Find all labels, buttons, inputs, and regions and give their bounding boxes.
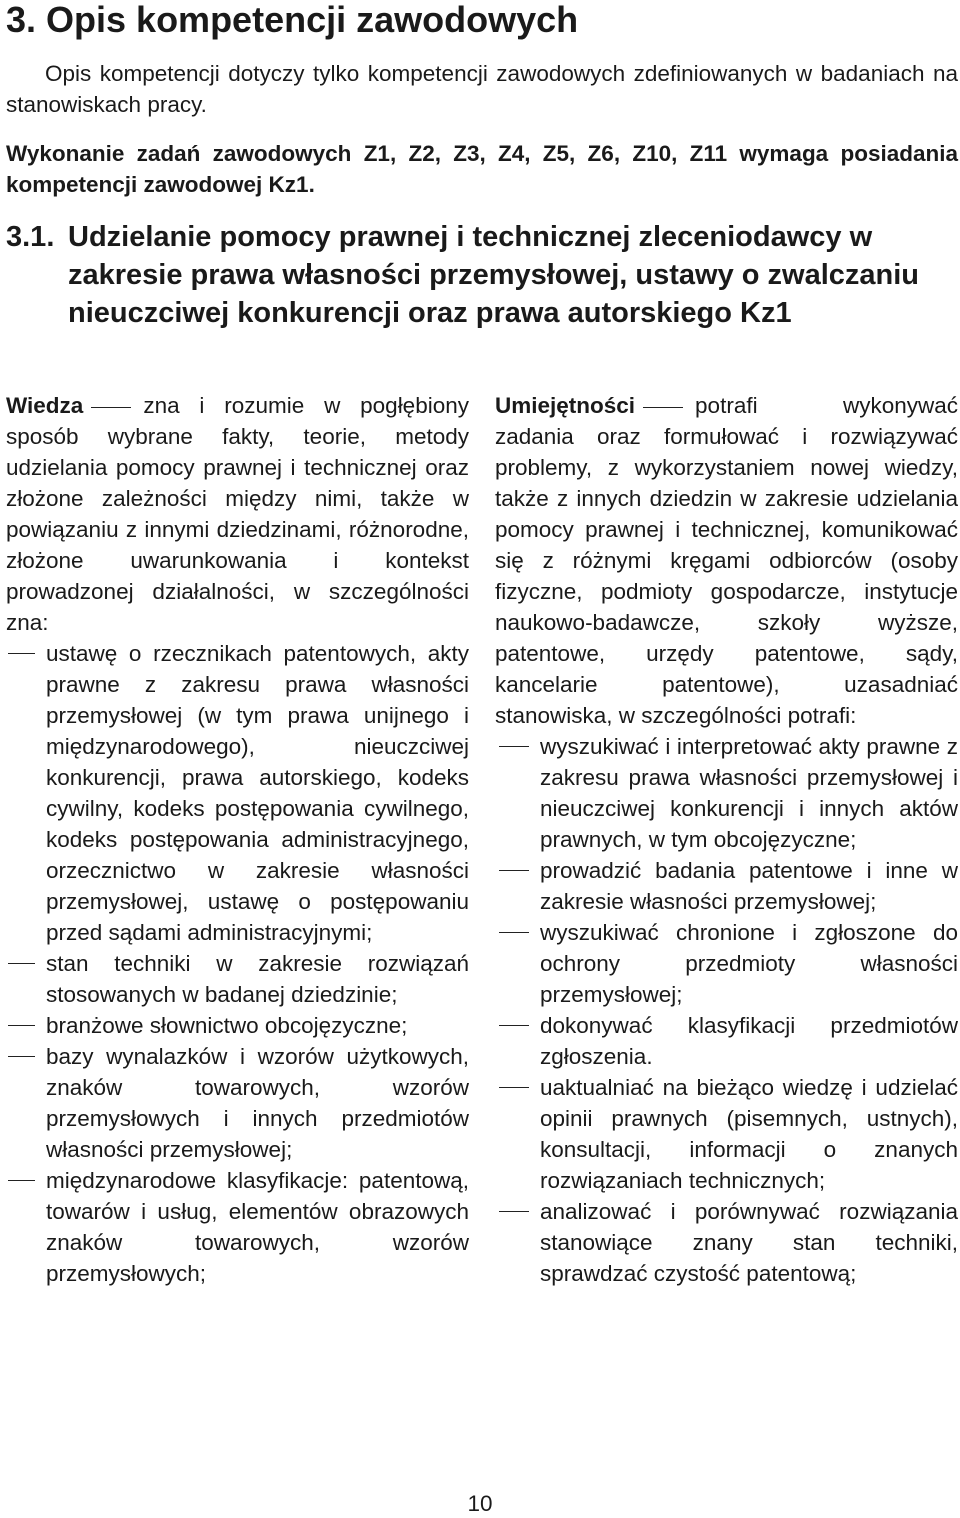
- subsection-number: 3.1.: [6, 221, 55, 253]
- knowledge-list-item: ustawę o rzecznikach patentowych, akty prawne z zakresu prawa własności przemysłowej (w tym prawa unijnego i międzynarodowego), nieuczciwej konkurencji, prawa autorskiego, kodeks cywilny, kodeks postępowania cywilnego, kodeks postępowania administracyjnego, orzecznictwo w zakresie własności przemysłowej, ustawę o postępowaniu przed sądami administracyjnymi;: [6, 638, 469, 948]
- subsection-title: Udzielanie pomocy prawnej i technicznej zleceniodawcy w zakresie prawa własności przemysłowej, ustawy o zwalczaniu nieuczciwej konkurencji oraz prawa autorskiego Kz1: [68, 221, 920, 329]
- skills-list-item: analizować i porównywać rozwiązania stanowiące znany stan techniki, sprawdzać czystość patentową;: [495, 1196, 958, 1289]
- dash-separator: [83, 407, 143, 408]
- skills-column: [495, 390, 958, 1289]
- page-number: 10: [467, 1491, 493, 1516]
- dash-separator: [635, 407, 695, 408]
- knowledge-intro: [6, 390, 469, 638]
- skills-intro: [495, 390, 958, 731]
- section-intro-paragraph: Opis kompetencji dotyczy tylko kompetencji zawodowych zdefiniowanych w badaniach na stanowiskach pracy.: [6, 61, 958, 117]
- skills-list-item: prowadzić badania patentowe i inne w zakresie własności przemysłowej;: [495, 855, 958, 917]
- skills-list: [495, 731, 958, 1289]
- skills-list-item: wyszukiwać chronione i zgłoszone do ochrony przedmioty własności przemysłowej;: [495, 917, 958, 1010]
- knowledge-label: Wiedza: [6, 393, 84, 418]
- knowledge-intro-text: zna i rozumie w pogłębiony sposób wybrane fakty, teorie, metody udzielania pomocy prawnej i technicznej oraz złożone zależności między nimi, także w powiązaniu z innymi dziedzinami, różnorodne, złożone uwarunkowania i kontekst prowadzonej działalności, w szczególności zna:: [6, 393, 469, 635]
- skills-label: Umiejętności: [495, 393, 636, 418]
- knowledge-list-item: międzynarodowe klasyfikacje: patentową, towarów i usług, elementów obrazowych znaków towarowych, wzorów przemysłowych;: [6, 1165, 469, 1289]
- skills-list-item: wyszukiwać i interpretować akty prawne z zakresu prawa własności przemysłowej i nieuczciwej konkurencji i innych aktów prawnych, w tym obcojęzyczne;: [495, 731, 958, 855]
- skills-list-item: uaktualniać na bieżąco wiedzę i udzielać opinii prawnych (pisemnych, ustnych), konsultacji, informacji o znanych rozwiązaniach technicznych;: [495, 1072, 958, 1196]
- skills-intro-text: potrafi wykonywać zadania oraz formułować i rozwiązywać problemy, z wykorzystaniem nowej wiedzy, także z innych dziedzin w zakresie udzielania pomocy prawnej i technicznej, komunikować się z różnymi kręgami odbiorców (osoby fizyczne, podmioty gospodarcze, instytucje naukowo-badawcze, szkoły wyższe, patentowe, urzędy patentowe, sądy, kancelarie patentowe), uzasadniać stanowiska, w szczególności potrafi:: [495, 393, 958, 728]
- knowledge-list-item: bazy wynalazków i wzorów użytkowych, znaków towarowych, wzorów przemysłowych i innych przedmiotów własności przemysłowej;: [6, 1041, 469, 1165]
- section-heading: 3. Opis kompetencji zawodowych: [6, 0, 579, 40]
- knowledge-column: [6, 390, 469, 1289]
- competency-requirement-paragraph: Wykonanie zadań zawodowych Z1, Z2, Z3, Z4, Z5, Z6, Z10, Z11 wymaga posiadania kompetencji zawodowej Kz1.: [6, 141, 958, 197]
- skills-list-item: dokonywać klasyfikacji przedmiotów zgłoszenia.: [495, 1010, 958, 1072]
- knowledge-list: [6, 638, 469, 1289]
- knowledge-list-item: branżowe słownictwo obcojęzyczne;: [6, 1010, 469, 1041]
- subsection-heading: [6, 218, 958, 332]
- knowledge-list-item: stan techniki w zakresie rozwiązań stosowanych w badanej dziedzinie;: [6, 948, 469, 1010]
